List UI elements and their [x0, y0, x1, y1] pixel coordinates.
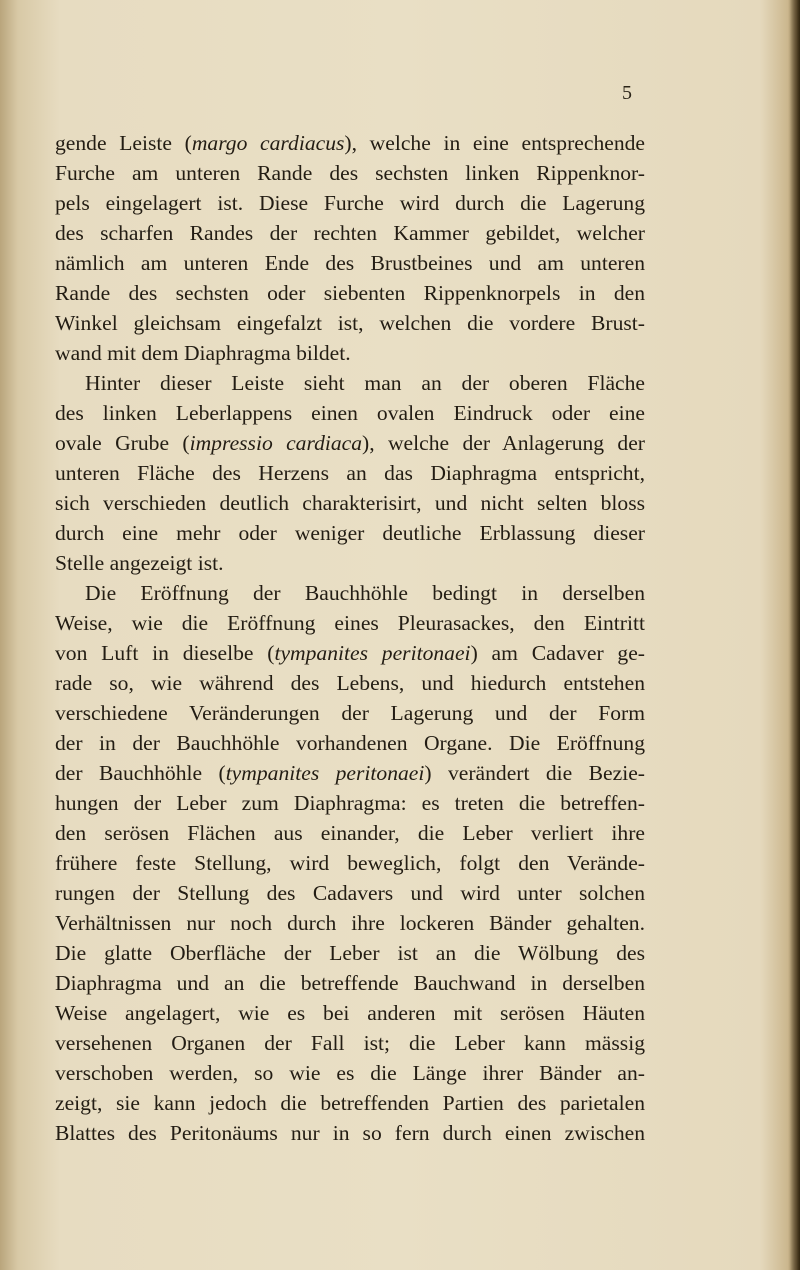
text-run: Stelle angezeigt ist.: [55, 551, 224, 575]
text-line: [55, 338, 645, 368]
text-line: [55, 968, 645, 998]
page-number: 5: [622, 82, 632, 104]
text-line: [55, 278, 645, 308]
text-line: [55, 758, 645, 788]
text-run: verschoben werden, so wie es die Länge ihrer Bänder an-: [55, 1061, 645, 1085]
text-line: [55, 1118, 645, 1148]
text-run: der Bauchhöhle (: [55, 761, 226, 785]
text-line: [55, 518, 645, 548]
text-run: des scharfen Randes der rechten Kammer gebildet, welcher: [55, 221, 645, 245]
body-text: [55, 128, 645, 1148]
text-run: ), welche der Anlagerung der: [362, 431, 645, 455]
latin-term: tympanites peritonaei: [274, 641, 471, 665]
text-line: [55, 668, 645, 698]
text-line: [55, 1058, 645, 1088]
text-line: [55, 548, 645, 578]
text-line: [55, 578, 645, 608]
text-run: ), welche in eine entsprechende: [344, 131, 646, 155]
text-line: [55, 818, 645, 848]
text-run: Die Eröffnung der Bauchhöhle bedingt in derselben: [85, 581, 645, 605]
text-run: zeigt, sie kann jedoch die betreffenden Partien des parietalen: [55, 1091, 645, 1115]
text-run: hungen der Leber zum Diaphragma: es treten die betreffen-: [55, 791, 645, 815]
text-line: [55, 428, 645, 458]
text-line: [55, 128, 645, 158]
text-run: des linken Leberlappens einen ovalen Eindruck oder eine: [55, 401, 645, 425]
text-line: [55, 638, 645, 668]
text-run: ovale Grube (: [55, 431, 190, 455]
text-run: pels eingelagert ist. Diese Furche wird durch die Lagerung: [55, 191, 645, 215]
text-run: der in der Bauchhöhle vorhandenen Organe. Die Eröffnung: [55, 731, 645, 755]
latin-term: impressio cardiaca: [189, 431, 363, 455]
text-line: [55, 788, 645, 818]
latin-term: margo cardiacus: [191, 131, 345, 155]
text-line: [55, 1088, 645, 1118]
text-line: [55, 158, 645, 188]
text-line: [55, 248, 645, 278]
text-line: [55, 398, 645, 428]
text-run: wand mit dem Diaphragma bildet.: [55, 341, 351, 365]
text-run: Verhältnissen nur noch durch ihre lockeren Bänder gehalten.: [55, 911, 645, 935]
text-line: [55, 998, 645, 1028]
text-run: Weise, wie die Eröffnung eines Pleurasackes, den Eintritt: [55, 611, 645, 635]
latin-term: tympanites peritonaei: [225, 761, 425, 785]
text-line: [55, 1028, 645, 1058]
text-run: rungen der Stellung des Cadavers und wird unter solchen: [55, 881, 645, 905]
text-run: ) am Cadaver ge-: [470, 641, 646, 665]
text-run: Winkel gleichsam eingefalzt ist, welchen die vordere Brust-: [55, 311, 645, 335]
text-run: Rande des sechsten oder siebenten Rippenknorpels in den: [55, 281, 645, 305]
text-run: frühere feste Stellung, wird beweglich, folgt den Verände-: [55, 851, 645, 875]
text-run: sich verschieden deutlich charakterisirt, und nicht selten bloss: [55, 491, 645, 515]
text-line: [55, 938, 645, 968]
text-run: Hinter dieser Leiste sieht man an der oberen Fläche: [85, 371, 645, 395]
text-line: [55, 458, 645, 488]
text-run: von Luft in dieselbe (: [55, 641, 275, 665]
text-line: [55, 878, 645, 908]
text-run: versehenen Organen der Fall ist; die Leber kann mässig: [55, 1031, 645, 1055]
text-run: Weise angelagert, wie es bei anderen mit serösen Häuten: [55, 1001, 645, 1025]
text-line: [55, 368, 645, 398]
text-run: Die glatte Oberfläche der Leber ist an die Wölbung des: [55, 941, 645, 965]
text-run: Blattes des Peritonäums nur in so fern durch einen zwischen: [55, 1121, 645, 1145]
text-line: [55, 188, 645, 218]
text-run: nämlich am unteren Ende des Brustbeines und am unteren: [55, 251, 645, 275]
text-line: [55, 218, 645, 248]
text-run: unteren Fläche des Herzens an das Diaphragma entspricht,: [55, 461, 645, 485]
text-run: gende Leiste (: [55, 131, 192, 155]
text-line: [55, 488, 645, 518]
text-run: den serösen Flächen aus einander, die Leber verliert ihre: [55, 821, 645, 845]
text-line: [55, 608, 645, 638]
text-run: Diaphragma und an die betreffende Bauchwand in derselben: [55, 971, 645, 995]
text-line: [55, 698, 645, 728]
text-line: [55, 848, 645, 878]
page-gutter-shadow: [788, 0, 800, 1270]
text-line: [55, 728, 645, 758]
text-line: [55, 908, 645, 938]
text-run: Furche am unteren Rande des sechsten linken Rippenknor-: [55, 161, 645, 185]
text-run: rade so, wie während des Lebens, und hiedurch entstehen: [55, 671, 645, 695]
text-line: [55, 308, 645, 338]
text-run: verschiedene Veränderungen der Lagerung und der Form: [55, 701, 645, 725]
text-run: durch eine mehr oder weniger deutliche Erblassung dieser: [55, 521, 645, 545]
text-run: ) verändert die Bezie-: [424, 761, 645, 785]
